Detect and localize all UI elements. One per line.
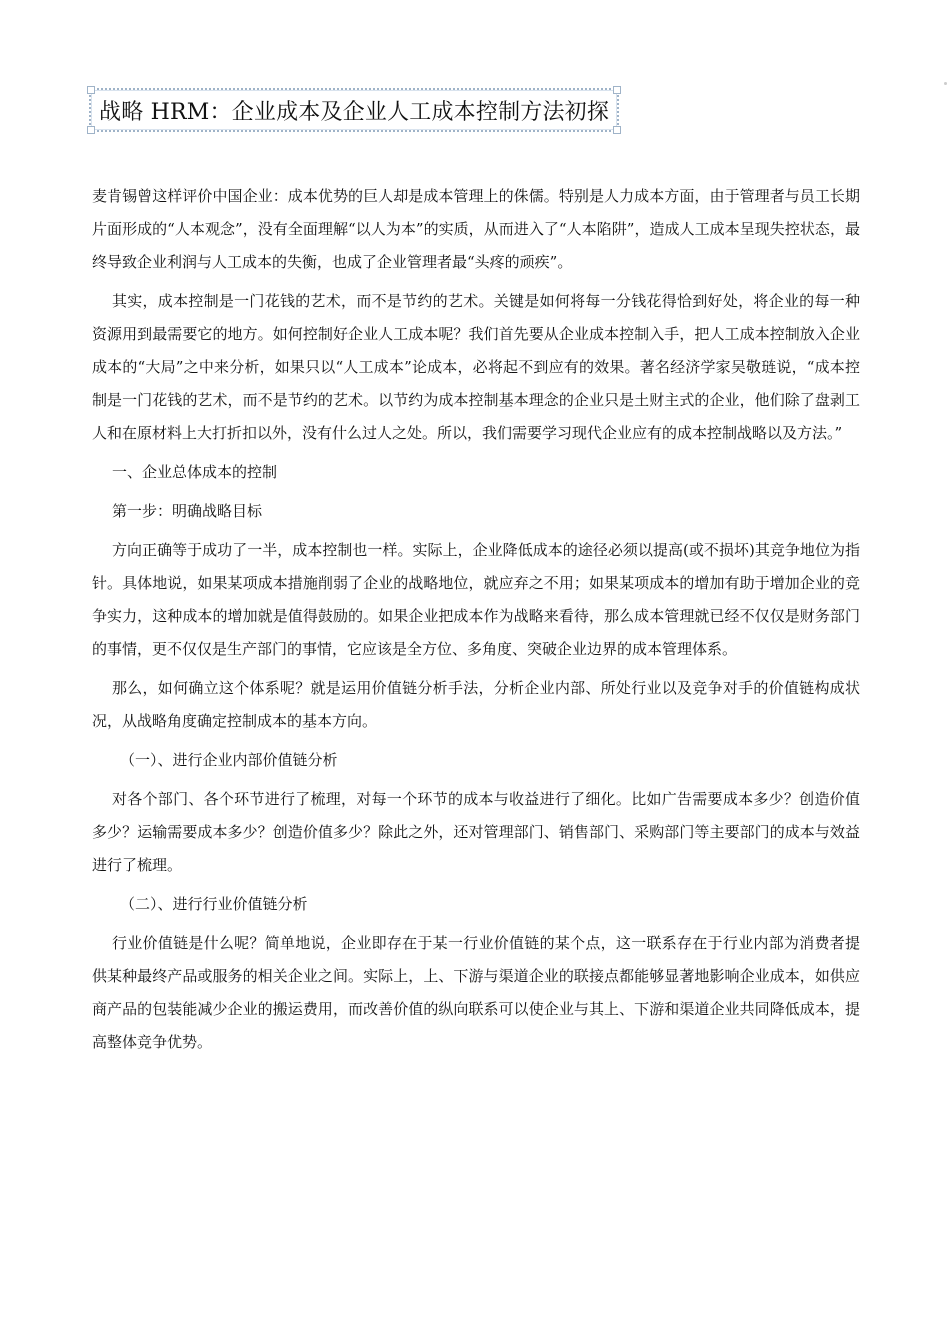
section-heading: 一、企业总体成本的控制 [112,463,278,481]
paragraph-value-chain: 那么，如何确立这个体系呢？就是运用价值链分析手法，分析企业内部、所处行业以及竞争对手的价值链构成状况，从战略角度确定控制成本的基本方向。 [92,679,860,730]
subsection-heading-industry: （二）、进行行业价值链分析 [120,895,308,913]
frame-corner-handle [87,126,95,134]
frame-corner-handle [613,86,621,94]
paragraph-cost-art: 其实，成本控制是一门花钱的艺术，而不是节约的艺术。关键是如何将每一分钱花得恰到好处，将企业的每一种资源用到最需要它的地方。如何控制好企业人工成本呢？我们首先要从企业成本控制入手，把人工成本控制放入企业成本的“大局”之中来分析，如果只以“人工成本”论成本，必将起不到应有的效果。著名经济学家吴敬琏说，“成本控制是一门花钱的艺术，而不是节约的艺术。以节约为成本控制基本理念的企业只是土财主式的企业，他们除了盘剥工人和在原材料上大打折扣以外，没有什么过人之处。所以，我们需要学习现代企业应有的成本控制战略以及方法。” [92,292,860,442]
paragraph-industry-analysis: 行业价值链是什么呢？简单地说，企业即存在于某一行业价值链的某个点，这一联系存在于行业内部为消费者提供某种最终产品或服务的相关企业之间。实际上，上、下游与渠道企业的联接点都能够显著地影响企业成本，如供应商产品的包装能减少企业的搬运费用，而改善价值的纵向联系可以使企业与其上、下游和渠道企业共同降低成本，提高整体竞争优势。 [92,934,860,1051]
document-title: 战略 HRM：企业成本及企业人工成本控制方法初探 [99,99,610,125]
paragraph-internal-analysis: 对各个部门、各个环节进行了梳理，对每一个环节的成本与收益进行了细化。比如广告需要成本多少？创造价值多少？运输需要成本多少？创造价值多少？除此之外，还对管理部门、销售部门、采购部门等主要部门的成本与效益进行了梳理。 [92,790,860,874]
document-body [92,180,860,1065]
title-frame [89,88,619,132]
step-heading: 第一步：明确战略目标 [112,502,263,520]
frame-corner-handle [613,126,621,134]
paragraph-intro: 麦肯锡曾这样评价中国企业：成本优势的巨人却是成本管理上的侏儒。特别是人力成本方面，由于管理者与员工长期片面形成的“人本观念”，没有全面理解“以人为本”的实质，从而进入了“人本陷阱”，造成人工成本呈现失控状态，最终导致企业利润与人工成本的失衡，也成了企业管理者最“头疼的顽疾”。 [92,187,860,271]
frame-corner-handle [87,86,95,94]
subsection-heading-internal: （一）、进行企业内部价值链分析 [120,751,338,769]
paragraph-strategy: 方向正确等于成功了一半，成本控制也一样。实际上，企业降低成本的途径必须以提高(或不损坏)其竞争地位为指针。具体地说，如果某项成本措施削弱了企业的战略地位，就应弃之不用；如果某项成本的增加有助于增加企业的竞争实力，这种成本的增加就是值得鼓励的。如果企业把成本作为战略来看待，那么成本管理就已经不仅仅是财务部门的事情，更不仅仅是生产部门的事情，它应该是全方位、多角度、突破企业边界的成本管理体系。 [92,541,860,658]
margin-mark [944,82,947,85]
